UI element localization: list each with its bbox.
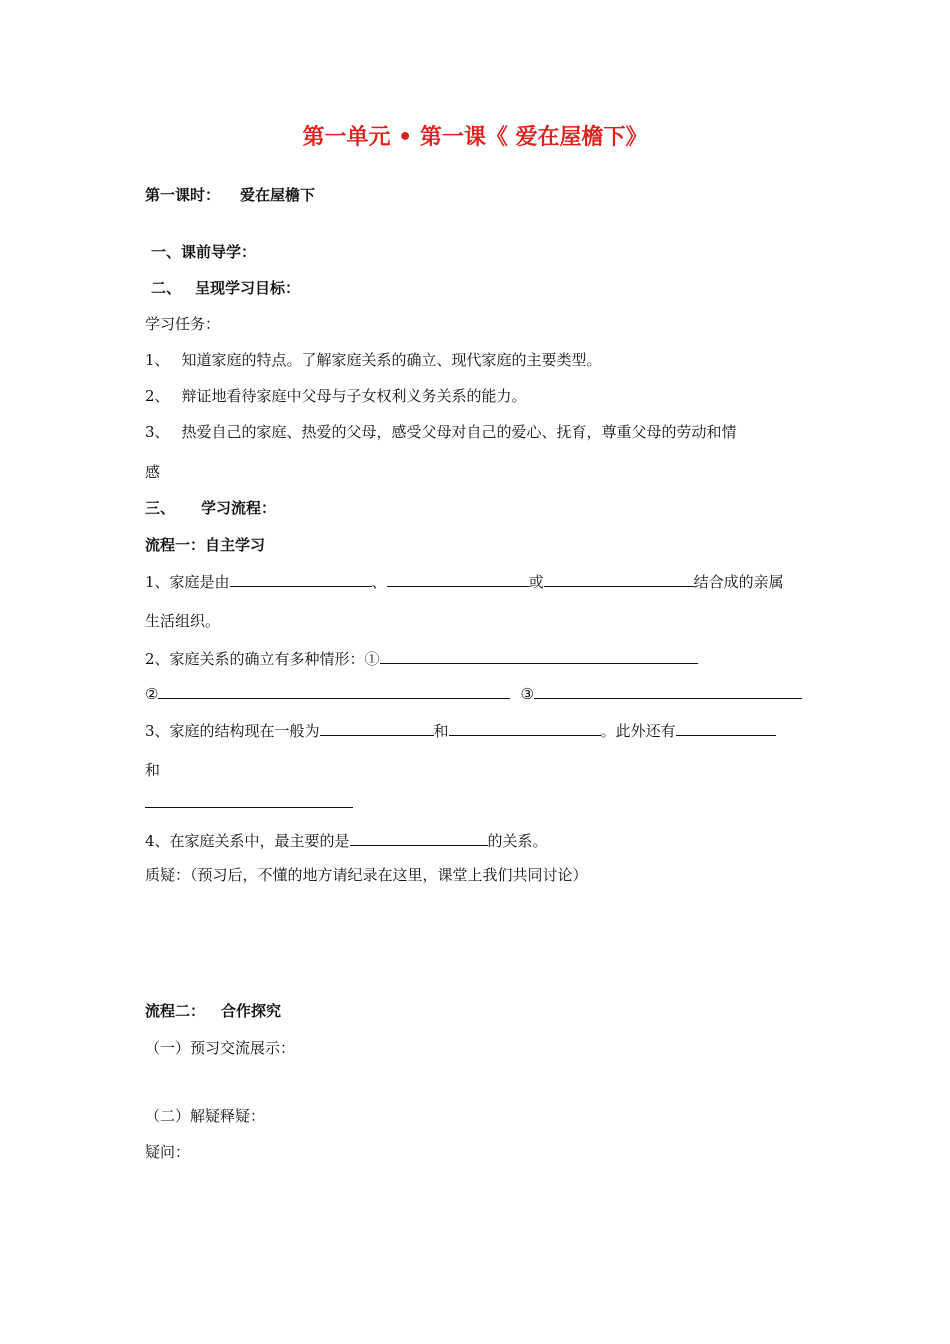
question-4 — [145, 830, 548, 851]
fill-blank[interactable] — [350, 830, 488, 846]
section-objectives-num: 二、 — [151, 279, 182, 297]
question-1 — [145, 571, 784, 592]
question-3-text-a: 3、家庭的结构现在一般为 — [145, 722, 320, 740]
task-1-text: 知道家庭的特点。了解家庭关系的确立、现代家庭的主要类型。 — [181, 351, 602, 369]
task-3-num: 3、 — [145, 423, 170, 441]
section-flow-text: 学习流程： — [201, 499, 277, 517]
sub-section-2: （二）解疑释疑： — [145, 1107, 266, 1125]
flow-2-heading — [145, 1001, 281, 1021]
section-objectives-text: 呈现学习目标： — [195, 279, 301, 297]
question-3 — [145, 720, 776, 741]
section-flow — [145, 498, 276, 518]
question-1-text-c: 或 — [528, 573, 544, 591]
section-objectives — [151, 278, 300, 298]
lesson-title: 爱在屋檐下 — [240, 186, 316, 204]
fill-blank[interactable] — [676, 720, 776, 736]
document-title: 第一单元 • 第一课《 爱在屋檐下》 — [302, 125, 648, 150]
question-1-text-b: 、 — [371, 573, 387, 591]
fill-blank[interactable] — [387, 571, 529, 587]
question-3-continued: 和 — [145, 761, 161, 779]
task-2-num: 2、 — [145, 387, 170, 405]
question-4-text-a: 4、在家庭关系中，最主要的是 — [145, 832, 350, 850]
lesson-label: 第一课时： — [145, 186, 221, 204]
fill-blank[interactable] — [158, 683, 510, 699]
question-2-continued — [145, 683, 802, 704]
task-3-continued: 感 — [145, 463, 161, 481]
task-1-num: 1、 — [145, 351, 170, 369]
fill-blank[interactable] — [449, 720, 601, 736]
tasks-label: 学习任务： — [145, 315, 221, 333]
task-2-text: 辩证地看待家庭中父母与子女权利义务关系的能力。 — [181, 387, 527, 405]
fill-blank[interactable] — [145, 792, 353, 808]
flow-1-heading: 流程一：自主学习 — [145, 536, 266, 554]
task-1 — [145, 350, 602, 370]
task-3-text: 热爱自己的家庭、热爱的父母，感受父母对自己的爱心、抚育，尊重父母的劳动和情 — [181, 423, 737, 441]
sub-section-1: （一）预习交流展示： — [145, 1039, 296, 1057]
fill-blank[interactable] — [534, 683, 802, 699]
flow-2-text: 合作探究 — [221, 1002, 282, 1020]
question-1-continued: 生活组织。 — [145, 612, 221, 630]
question-3-text-b: 和 — [433, 722, 449, 740]
question-2-text-a: 2、家庭关系的确立有多种情形：① — [145, 650, 380, 668]
question-1-text-d: 结合成的亲属 — [693, 573, 784, 591]
task-3 — [145, 422, 737, 442]
question-2 — [145, 648, 698, 669]
task-2 — [145, 386, 527, 406]
fill-blank[interactable] — [320, 720, 434, 736]
doubt-prompt: 质疑：（预习后，不懂的地方请纪录在这里，课堂上我们共同讨论） — [145, 866, 588, 884]
question-2-text-c: ③ — [520, 685, 534, 703]
question-3-blank-line — [145, 792, 353, 813]
question-2-text-b: ② — [145, 685, 159, 703]
lesson-heading — [145, 185, 315, 205]
section-pre-study: 一、课前导学： — [151, 243, 257, 261]
fill-blank[interactable] — [230, 571, 372, 587]
question-1-text-a: 1、家庭是由 — [145, 573, 230, 591]
question-3-text-c: 。此外还有 — [600, 722, 676, 740]
flow-2-label: 流程二： — [145, 1002, 206, 1020]
section-flow-num: 三、 — [145, 499, 176, 517]
fill-blank[interactable] — [544, 571, 694, 587]
question-label: 疑问： — [145, 1143, 191, 1161]
question-4-text-b: 的关系。 — [487, 832, 548, 850]
fill-blank[interactable] — [380, 648, 698, 664]
